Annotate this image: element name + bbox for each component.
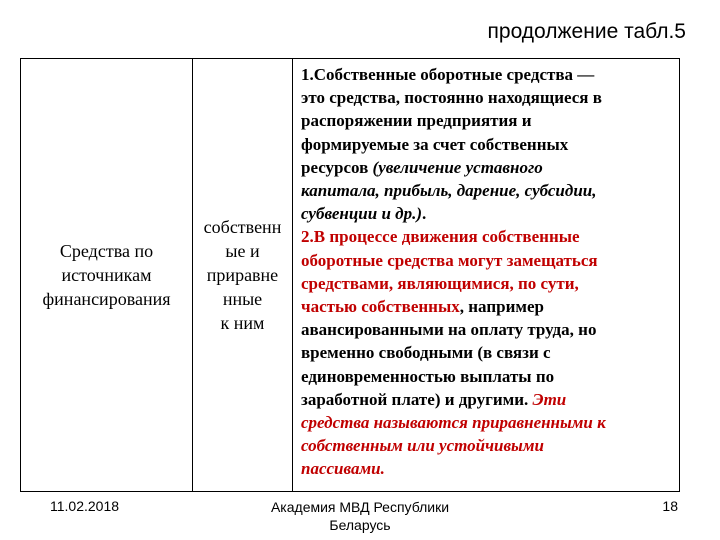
footer-date: 11.02.2018 — [50, 498, 120, 514]
text-fragment: заработной плате) и другими. — [301, 389, 533, 409]
text-line: средства называются приравненными к — [301, 413, 606, 433]
table-cell-description — [293, 59, 679, 491]
text-line: капитала, прибыль, дарение, субсидии, — [301, 181, 597, 201]
text-line: единовременностью выплаты по — [301, 366, 555, 386]
text-fragment: . — [422, 204, 427, 224]
text-line — [301, 156, 673, 179]
text-line: 2.В процессе движения собственные — [301, 227, 580, 247]
type-line: нные — [222, 289, 263, 309]
type-line: ые и — [225, 241, 260, 261]
text-line — [301, 295, 673, 318]
text-line: это средства, постоянно находящиеся в — [301, 88, 602, 108]
page-title: продолжение табл.5 — [487, 20, 686, 43]
text-line: формируемые за счет собственных — [301, 134, 569, 154]
text-line: распоряжении предприятия и — [301, 111, 532, 131]
type-line: собственн — [203, 217, 282, 237]
text-fragment-italic: (увеличение уставного — [372, 157, 543, 177]
type-line: приравне — [206, 265, 279, 285]
text-fragment-red: частью собственных — [301, 297, 460, 317]
footer-org-line: Беларусь — [329, 517, 391, 533]
footer-page-number: 18 — [662, 498, 678, 514]
footer-org-line: Академия МВД Республики — [270, 499, 450, 515]
type-line: к ним — [220, 313, 265, 333]
text-fragment-italic: субвенции и др.) — [301, 204, 422, 224]
footer-organization — [0, 498, 720, 534]
text-line: оборотные средства могут замещаться — [301, 250, 598, 270]
text-fragment: , например — [459, 297, 544, 317]
category-line: финансирования — [42, 289, 171, 309]
text-fragment: 1.Собственные оборотные средства — — [301, 65, 595, 84]
text-line — [301, 202, 673, 225]
category-line: Средства по — [59, 241, 154, 261]
table-cell-type — [193, 59, 293, 491]
text-line: авансированными на оплату труда, но — [301, 320, 597, 340]
content-table — [20, 58, 680, 492]
text-line — [301, 388, 673, 411]
text-line — [301, 63, 673, 86]
text-fragment-red-italic: Эти — [532, 389, 567, 409]
text-line: средствами, являющимися, по сути, — [301, 273, 579, 293]
table-cell-category — [21, 59, 193, 491]
text-fragment: ресурсов — [301, 157, 373, 177]
text-line: собственным или устойчивыми — [301, 436, 544, 456]
text-line: пассивами. — [301, 459, 385, 479]
text-line: временно свободными (в связи с — [301, 343, 551, 363]
category-line: источникам — [61, 265, 152, 285]
